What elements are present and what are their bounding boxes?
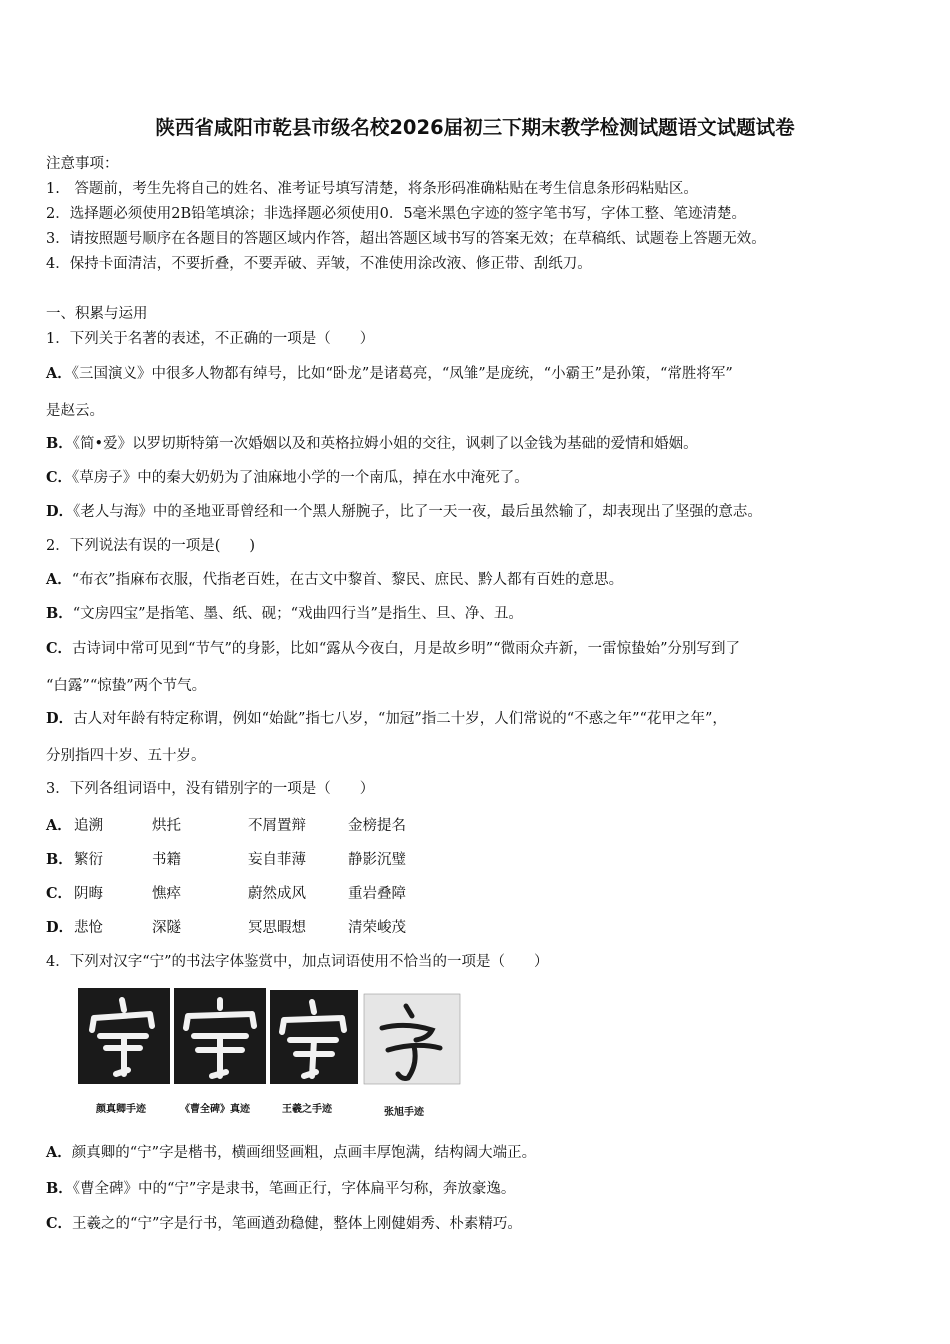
- q1-option-b: [46, 432, 698, 453]
- option-text: “文房四宝”是指笔、墨、纸、砚；“戏曲四行当”是指生、旦、净、丑。: [72, 606, 523, 622]
- option-text: 古人对年龄有特定称谓，例如“始龀”指七八岁，“加冠”指二十岁，人们常说的“不惑之年”“花甲之年”，: [73, 711, 727, 727]
- notice-item-2: 2．选择题必须使用2B铅笔填涂；非选择题必须使用0．5毫米黑色字迹的签字笔书写，字体工整、笔迹清楚。: [46, 206, 747, 222]
- word: 憔瘁: [152, 886, 181, 902]
- word: 蔚然成风: [248, 886, 306, 902]
- option-label: A．: [46, 817, 72, 834]
- q3-option-c: [46, 882, 406, 903]
- word: 书籍: [152, 852, 181, 868]
- word: 阴晦: [74, 886, 103, 902]
- caption-yan: 颜真卿手迹: [96, 1104, 146, 1115]
- q3-option-d: [46, 916, 406, 937]
- option-text: 《老人与海》中的圣地亚哥曾经和一个黑人掰腕子，比了一天一夜，最后虽然输了，却表现出了坚强的意志。: [73, 504, 762, 520]
- q4-option-b: [46, 1177, 515, 1198]
- notice-item-4: 4．保持卡面清洁，不要折叠，不要弄破、弄皱，不准使用涂改液、修正带、刮纸刀。: [46, 256, 592, 272]
- option-label: C．: [46, 885, 73, 902]
- word: 繁衍: [74, 852, 103, 868]
- q3-option-b: [46, 848, 406, 869]
- option-label: C．: [46, 1215, 73, 1232]
- option-text: 王羲之的“宁”字是行书，笔画遒劲稳健，整体上刚健娟秀、朴素精巧。: [72, 1216, 522, 1232]
- q1-stem: 1．下列关于名著的表述，不正确的一项是（ ）: [46, 331, 375, 347]
- q1-option-a-cont: 是赵云。: [46, 403, 104, 419]
- word: 烘托: [152, 818, 181, 834]
- option-text: 《简•爱》以罗切斯特第一次婚姻以及和英格拉姆小姐的交往，讽刺了以金钱为基础的爱情和婚姻。: [72, 436, 698, 452]
- word: 清荣峻茂: [348, 920, 406, 936]
- option-text: 古诗词中常可见到“节气”的身影，比如“露从今夜白，月是故乡明”“微雨众卉新，一雷惊蛰始”分别写到了: [72, 641, 741, 657]
- option-label: D．: [46, 710, 74, 727]
- q2-option-b: [46, 602, 523, 623]
- option-text: 《曹全碑》中的“宁”字是隶书，笔画正行，字体扁平匀称，奔放豪逸。: [72, 1181, 516, 1197]
- section-heading: 一、积累与运用: [46, 306, 148, 322]
- word: 妄自菲薄: [248, 852, 306, 868]
- notice-heading: 注意事项：: [46, 156, 119, 172]
- word: 不屑置辩: [248, 818, 306, 834]
- q2-option-d-cont: 分别指四十岁、五十岁。: [46, 748, 206, 764]
- q4-option-a: [46, 1141, 536, 1162]
- caption-wang: 王羲之手迹: [282, 1104, 332, 1115]
- q1-option-a: [46, 362, 733, 383]
- option-label: B．: [46, 1180, 73, 1197]
- word: 金榜提名: [348, 818, 406, 834]
- word: 深隧: [152, 920, 181, 936]
- word: 悲怆: [74, 920, 103, 936]
- calligraphy-figure: [76, 984, 466, 1120]
- option-label: A．: [46, 1144, 72, 1161]
- option-text: 颜真卿的“宁”字是楷书，横画细竖画粗，点画丰厚饱满，结构阔大端正。: [71, 1145, 537, 1161]
- word: 冥思暇想: [248, 920, 306, 936]
- q2-option-a: [46, 568, 623, 589]
- option-label: B．: [46, 851, 73, 868]
- option-label: D．: [46, 503, 74, 520]
- option-label: A．: [46, 571, 72, 588]
- option-text: “布衣”指麻布衣服，代指老百姓，在古文中黎首、黎民、庶民、黔人都有百姓的意思。: [71, 572, 624, 588]
- q2-option-c: [46, 637, 740, 658]
- word: 追溯: [74, 818, 103, 834]
- q2-option-d: [46, 707, 727, 728]
- notice-item-1: 1. 答题前，考生先将自己的姓名、准考证号填写清楚，将条形码准确粘贴在考生信息条形码粘贴区。: [46, 181, 698, 197]
- word: 静影沉璧: [348, 852, 406, 868]
- notice-item-3: 3．请按照题号顺序在各题目的答题区域内作答，超出答题区域书写的答案无效；在草稿纸、试题卷上答题无效。: [46, 231, 766, 247]
- option-label: D．: [46, 919, 74, 936]
- word: 重岩叠障: [348, 886, 406, 902]
- q2-option-c-cont: “白露”“惊蛰”两个节气。: [46, 678, 207, 694]
- option-label: C．: [46, 640, 73, 657]
- option-label: B．: [46, 435, 73, 452]
- option-text: 《三国演义》中很多人物都有绰号，比如“卧龙”是诸葛亮，“凤雏”是庞统，“小霸王”是孙策，“常胜将军”: [71, 366, 733, 382]
- q1-option-c: [46, 466, 529, 487]
- q1-option-d: [46, 500, 762, 521]
- caption-caoquan: 《曹全碑》真迹: [180, 1104, 250, 1115]
- option-label: B．: [46, 605, 73, 622]
- option-label: A．: [46, 365, 72, 382]
- q3-option-a: [46, 814, 406, 835]
- caption-zhang: 张旭手迹: [384, 1107, 424, 1118]
- q4-option-c: [46, 1212, 522, 1233]
- option-text: 《草房子》中的秦大奶奶为了油麻地小学的一个南瓜，掉在水中淹死了。: [72, 470, 529, 486]
- q3-stem: 3．下列各组词语中，没有错别字的一项是（ ）: [46, 781, 375, 797]
- q4-stem: 4．下列对汉字“宁”的书法字体鉴赏中，加点词语使用不恰当的一项是（ ）: [46, 954, 549, 970]
- option-label: C．: [46, 469, 73, 486]
- page-title: 陕西省咸阳市乾县市级名校2026届初三下期末教学检测试题语文试题试卷: [155, 116, 795, 139]
- q2-stem: 2．下列说法有误的一项是( ): [46, 538, 256, 554]
